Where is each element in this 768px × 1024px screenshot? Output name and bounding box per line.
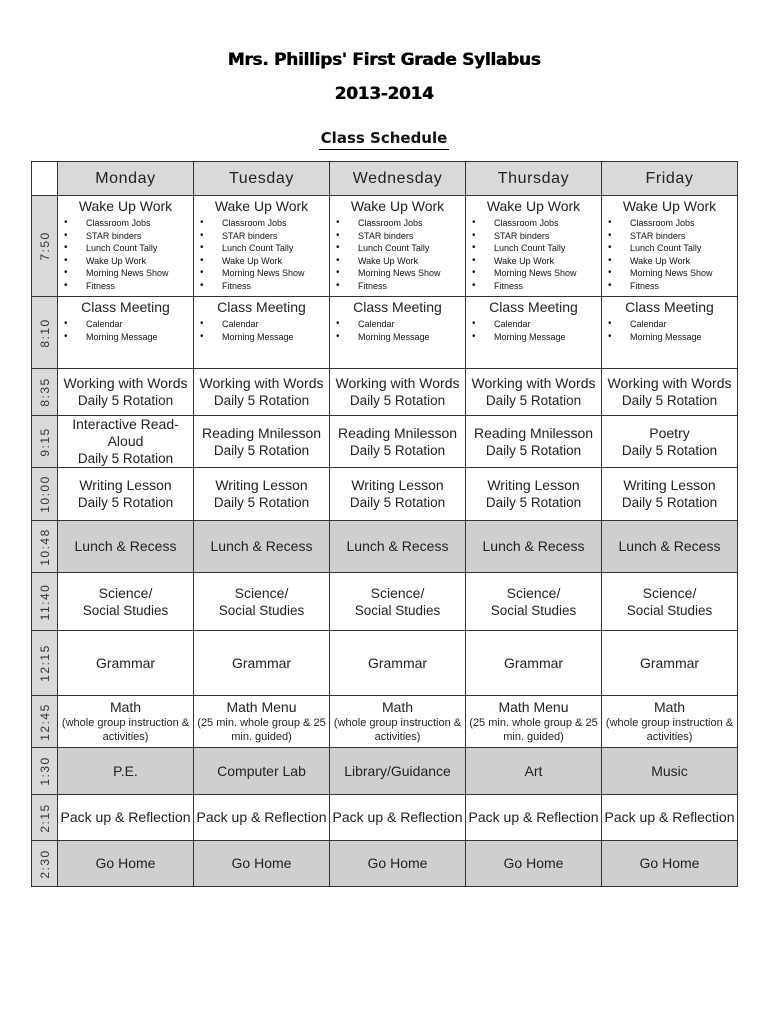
table-row xyxy=(32,696,738,748)
schedule-cell xyxy=(194,573,330,631)
activity-title: Go Home xyxy=(231,855,292,871)
day-header: Thursday xyxy=(466,162,602,196)
activity-title: Class Meeting xyxy=(353,299,442,315)
activity-title: Science/ xyxy=(642,584,697,601)
schedule-cell xyxy=(602,696,738,748)
activity-subtitle: Social Studies xyxy=(218,602,305,618)
table-row xyxy=(32,841,738,887)
activity-list xyxy=(194,217,329,293)
schedule-cell xyxy=(466,369,602,416)
list-item: • Wake Up Work xyxy=(608,255,737,268)
schedule-cell xyxy=(602,573,738,631)
activity-subtitle: Daily 5 Rotation xyxy=(213,495,310,510)
activity-title: Lunch & Recess xyxy=(618,538,721,554)
time-slot-label: 12:15 xyxy=(37,644,52,682)
activity-subtitle: Daily 5 Rotation xyxy=(213,442,310,458)
activity-title: Class Meeting xyxy=(217,299,306,315)
schedule-cell xyxy=(58,468,194,521)
corner-cell xyxy=(32,162,58,196)
activity-title: Working with Words xyxy=(471,375,596,391)
activity-title: Wake Up Work xyxy=(622,198,717,214)
activity-subtitle: Daily 5 Rotation xyxy=(349,393,446,408)
activity-title: Math xyxy=(653,699,686,715)
time-slot-cell xyxy=(32,521,58,573)
schedule-cell xyxy=(602,468,738,521)
schedule-cell xyxy=(194,521,330,573)
table-row xyxy=(32,369,738,416)
list-item: • Lunch Count Tally xyxy=(608,242,737,255)
table-row xyxy=(32,748,738,795)
schedule-cell xyxy=(330,795,466,841)
list-item: • Morning News Show xyxy=(336,267,465,280)
table-row xyxy=(32,196,738,297)
list-item: • Calendar xyxy=(336,318,465,331)
activity-subtitle: Daily 5 Rotation xyxy=(213,393,310,408)
day-header: Monday xyxy=(58,162,194,196)
activity-subtitle: Daily 5 Rotation xyxy=(621,393,718,408)
schedule-cell xyxy=(330,468,466,521)
schedule-cell xyxy=(330,573,466,631)
activity-title: Grammar xyxy=(95,654,156,671)
schedule-cell xyxy=(602,416,738,468)
activity-title: Grammar xyxy=(367,654,428,671)
time-slot-label: 10:48 xyxy=(37,527,52,566)
time-slot-cell xyxy=(32,468,58,521)
list-item: • STAR binders xyxy=(472,230,601,243)
time-slot-cell xyxy=(32,297,58,369)
activity-list xyxy=(194,318,329,343)
schedule-cell xyxy=(330,631,466,696)
activity-title: Wake Up Work xyxy=(78,198,173,214)
activity-title: Lunch & Recess xyxy=(482,538,585,554)
activity-title: Science/ xyxy=(506,584,561,601)
list-item: • Classroom Jobs xyxy=(64,217,193,230)
list-item: • Classroom Jobs xyxy=(336,217,465,230)
time-slot-label: 12:45 xyxy=(37,702,52,741)
schedule-cell xyxy=(330,297,466,369)
list-item: • Calendar xyxy=(64,318,193,331)
activity-title: Wake Up Work xyxy=(486,198,581,214)
day-header: Tuesday xyxy=(194,162,330,196)
schedule-cell xyxy=(330,369,466,416)
schedule-cell xyxy=(58,795,194,841)
time-slot-cell xyxy=(32,795,58,841)
activity-title: Working with Words xyxy=(199,375,324,391)
activity-title: Writing Lesson xyxy=(623,477,716,493)
activity-title: Math Menu xyxy=(226,699,297,715)
activity-title: Science/ xyxy=(234,584,289,601)
schedule-cell xyxy=(194,196,330,297)
activity-title: Grammar xyxy=(503,654,564,671)
list-item: • Calendar xyxy=(608,318,737,331)
activity-subtitle: Daily 5 Rotation xyxy=(485,442,582,458)
activity-title: Writing Lesson xyxy=(215,477,308,493)
activity-title: Grammar xyxy=(231,654,292,671)
schedule-cell xyxy=(194,795,330,841)
time-slot-cell xyxy=(32,196,58,297)
schedule-cell xyxy=(466,468,602,521)
activity-title: Math xyxy=(109,699,142,715)
schedule-cell xyxy=(466,297,602,369)
list-item: • Fitness xyxy=(336,280,465,293)
activity-title: Math Menu xyxy=(498,699,569,715)
activity-title: Class Meeting xyxy=(81,299,170,315)
time-slot-cell xyxy=(32,573,58,631)
list-item: • Lunch Count Tally xyxy=(472,242,601,255)
list-item: • Morning News Show xyxy=(608,267,737,280)
list-item: • Lunch Count Tally xyxy=(64,242,193,255)
schedule-cell xyxy=(602,297,738,369)
list-item: • STAR binders xyxy=(200,230,329,243)
schedule-cell xyxy=(330,196,466,297)
time-slot-label: 7:50 xyxy=(37,231,52,261)
activity-note: (whole group instruction & activities) xyxy=(61,717,190,743)
list-item: • Morning News Show xyxy=(64,267,193,280)
list-item: • Lunch Count Tally xyxy=(200,242,329,255)
schedule-cell xyxy=(58,573,194,631)
list-item: • Classroom Jobs xyxy=(200,217,329,230)
activity-title: Library/Guidance xyxy=(344,762,451,779)
school-year: 2013-2014 xyxy=(334,84,434,104)
activity-title: Class Meeting xyxy=(625,299,714,315)
schedule-body xyxy=(32,196,738,887)
list-item: • Morning Message xyxy=(64,331,193,344)
section-title: Class Schedule xyxy=(319,129,450,150)
list-item: • Morning News Show xyxy=(200,267,329,280)
schedule-cell xyxy=(602,521,738,573)
activity-title: Pack up & Reflection xyxy=(60,809,191,825)
time-slot-label: 9:15 xyxy=(37,426,52,457)
class-schedule-table xyxy=(31,161,738,887)
schedule-cell xyxy=(194,468,330,521)
day-header-row xyxy=(32,162,738,196)
activity-title: Math xyxy=(381,699,414,715)
activity-note: (whole group instruction & activities) xyxy=(333,717,462,743)
activity-title: Go Home xyxy=(95,855,156,871)
day-header: Wednesday xyxy=(330,162,466,196)
time-slot-label: 8:35 xyxy=(37,377,52,407)
schedule-cell xyxy=(330,748,466,795)
schedule-cell xyxy=(466,573,602,631)
schedule-cell xyxy=(602,196,738,297)
list-item: • Lunch Count Tally xyxy=(336,242,465,255)
activity-title: Writing Lesson xyxy=(79,477,172,493)
activity-title: Pack up & Reflection xyxy=(196,809,327,825)
list-item: • Morning Message xyxy=(336,331,465,344)
activity-title: Science/ xyxy=(370,584,425,601)
list-item: • Fitness xyxy=(472,280,601,293)
list-item: • Morning Message xyxy=(608,331,737,344)
activity-title: Pack up & Reflection xyxy=(332,809,463,825)
list-item: • STAR binders xyxy=(336,230,465,243)
activity-title: Go Home xyxy=(639,855,700,871)
schedule-cell xyxy=(602,795,738,841)
schedule-cell xyxy=(58,196,194,297)
schedule-cell xyxy=(466,631,602,696)
activity-subtitle: Daily 5 Rotation xyxy=(485,393,582,408)
list-item: • Wake Up Work xyxy=(64,255,193,268)
activity-title: Pack up & Reflection xyxy=(604,809,735,825)
activity-subtitle: Social Studies xyxy=(490,602,577,618)
activity-title: Reading Mnilesson xyxy=(473,424,594,441)
schedule-cell xyxy=(330,521,466,573)
list-item: • STAR binders xyxy=(64,230,193,243)
activity-title: Computer Lab xyxy=(217,762,306,779)
schedule-cell xyxy=(330,841,466,887)
schedule-cell xyxy=(194,841,330,887)
schedule-cell xyxy=(58,841,194,887)
activity-title: Lunch & Recess xyxy=(346,538,449,554)
activity-list xyxy=(466,318,601,343)
list-item: • Morning News Show xyxy=(472,267,601,280)
time-slot-label: 11:40 xyxy=(37,583,52,620)
activity-title: Working with Words xyxy=(335,375,460,391)
time-slot-label: 10:00 xyxy=(37,475,52,513)
schedule-cell xyxy=(330,696,466,748)
table-row xyxy=(32,468,738,521)
schedule-cell xyxy=(58,748,194,795)
activity-subtitle: Daily 5 Rotation xyxy=(349,495,446,510)
schedule-cell xyxy=(58,297,194,369)
schedule-cell xyxy=(194,748,330,795)
activity-title: P.E. xyxy=(113,762,138,779)
schedule-cell xyxy=(466,416,602,468)
activity-note: (25 min. whole group & 25 min. guided) xyxy=(197,717,326,743)
document-title: Mrs. Phillips' First Grade Syllabus xyxy=(227,50,541,70)
activity-title: Reading Mnilesson xyxy=(337,424,458,441)
time-slot-cell xyxy=(32,748,58,795)
schedule-cell xyxy=(466,696,602,748)
activity-subtitle: Daily 5 Rotation xyxy=(621,442,718,458)
schedule-cell xyxy=(194,297,330,369)
time-slot-cell xyxy=(32,696,58,748)
schedule-cell xyxy=(602,748,738,795)
schedule-cell xyxy=(194,416,330,468)
activity-list xyxy=(330,217,465,293)
activity-title: Working with Words xyxy=(607,375,732,391)
schedule-cell xyxy=(602,841,738,887)
list-item: • Fitness xyxy=(200,280,329,293)
schedule-cell xyxy=(602,631,738,696)
activity-list xyxy=(330,318,465,343)
list-item: • Morning Message xyxy=(472,331,601,344)
list-item: • Wake Up Work xyxy=(200,255,329,268)
activity-subtitle: Social Studies xyxy=(626,602,713,618)
time-slot-label: 8:10 xyxy=(37,317,52,348)
activity-subtitle: Daily 5 Rotation xyxy=(621,495,718,510)
schedule-cell xyxy=(58,521,194,573)
activity-title: Class Meeting xyxy=(489,299,578,315)
schedule-cell xyxy=(194,631,330,696)
activity-subtitle: Daily 5 Rotation xyxy=(485,495,582,510)
activity-title: Poetry xyxy=(649,424,690,441)
activity-list xyxy=(466,217,601,293)
schedule-cell xyxy=(466,795,602,841)
schedule-cell xyxy=(466,521,602,573)
time-slot-cell xyxy=(32,416,58,468)
activity-title: Reading Mnilesson xyxy=(201,424,322,441)
table-row xyxy=(32,573,738,631)
list-item: • STAR binders xyxy=(608,230,737,243)
activity-subtitle: Daily 5 Rotation xyxy=(77,393,174,408)
table-row xyxy=(32,521,738,573)
activity-title: Pack up & Reflection xyxy=(468,809,599,825)
time-slot-cell xyxy=(32,369,58,416)
activity-title: Wake Up Work xyxy=(214,198,309,214)
schedule-cell xyxy=(466,748,602,795)
activity-title: Wake Up Work xyxy=(350,198,445,214)
activity-title: Lunch & Recess xyxy=(74,538,177,554)
activity-note: (whole group instruction & activities) xyxy=(605,717,734,743)
day-header: Friday xyxy=(602,162,738,196)
activity-title: Writing Lesson xyxy=(487,477,580,493)
table-row xyxy=(32,297,738,369)
activity-subtitle: Daily 5 Rotation xyxy=(77,495,174,510)
activity-title: Go Home xyxy=(367,855,428,871)
list-item: • Wake Up Work xyxy=(472,255,601,268)
list-item: • Calendar xyxy=(472,318,601,331)
activity-list xyxy=(602,318,737,343)
list-item: • Fitness xyxy=(608,280,737,293)
activity-list xyxy=(58,318,193,343)
list-item: • Classroom Jobs xyxy=(472,217,601,230)
activity-title: Science/ xyxy=(98,584,153,601)
activity-subtitle: Daily 5 Rotation xyxy=(77,451,174,466)
time-slot-cell xyxy=(32,841,58,887)
list-item: • Wake Up Work xyxy=(336,255,465,268)
table-row xyxy=(32,416,738,468)
list-item: • Classroom Jobs xyxy=(608,217,737,230)
activity-title: Lunch & Recess xyxy=(210,538,313,554)
activity-title: Interactive Read-Aloud xyxy=(72,416,179,449)
list-item: • Fitness xyxy=(64,280,193,293)
activity-title: Writing Lesson xyxy=(351,477,444,493)
schedule-cell xyxy=(58,416,194,468)
activity-title: Music xyxy=(651,762,688,779)
table-row xyxy=(32,631,738,696)
table-row xyxy=(32,795,738,841)
schedule-cell xyxy=(194,369,330,416)
list-item: • Morning Message xyxy=(200,331,329,344)
activity-subtitle: Social Studies xyxy=(82,602,169,618)
time-slot-label: 2:30 xyxy=(37,848,52,879)
activity-list xyxy=(602,217,737,293)
section-title-wrap xyxy=(0,129,768,150)
time-slot-cell xyxy=(32,631,58,696)
activity-subtitle: Social Studies xyxy=(354,602,441,618)
schedule-cell xyxy=(58,369,194,416)
schedule-cell xyxy=(330,416,466,468)
activity-list xyxy=(58,217,193,293)
schedule-cell xyxy=(58,631,194,696)
activity-subtitle: Daily 5 Rotation xyxy=(349,442,446,458)
activity-note: (25 min. whole group & 25 min. guided) xyxy=(469,717,598,743)
activity-title: Art xyxy=(524,762,543,779)
activity-title: Grammar xyxy=(639,654,700,671)
schedule-cell xyxy=(194,696,330,748)
time-slot-label: 2:15 xyxy=(37,802,52,833)
activity-title: Go Home xyxy=(503,855,564,871)
time-slot-label: 1:30 xyxy=(37,756,52,786)
schedule-cell xyxy=(58,696,194,748)
schedule-cell xyxy=(466,196,602,297)
schedule-cell xyxy=(466,841,602,887)
activity-title: Working with Words xyxy=(63,375,188,391)
list-item: • Calendar xyxy=(200,318,329,331)
schedule-cell xyxy=(602,369,738,416)
